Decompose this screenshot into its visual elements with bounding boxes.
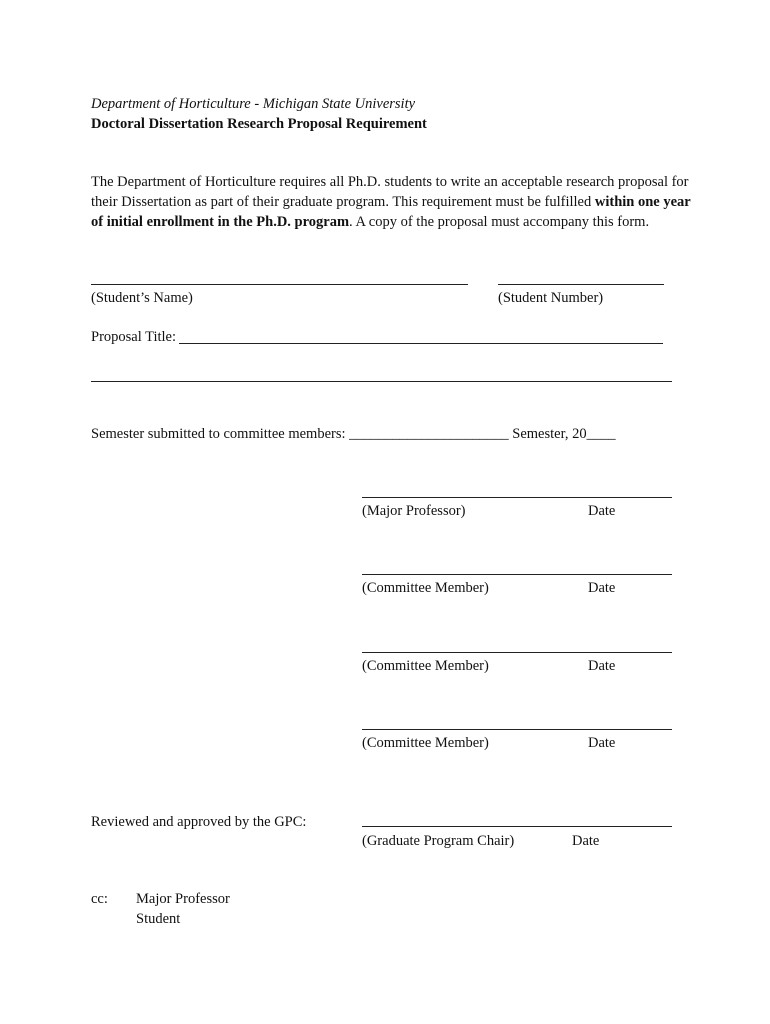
- proposal-title-line-2[interactable]: [91, 381, 672, 382]
- form-title: Doctoral Dissertation Research Proposal Requirement: [91, 116, 427, 132]
- cc-label: cc:: [91, 891, 108, 907]
- gpc-approval-label: Reviewed and approved by the GPC:: [91, 814, 307, 830]
- semester-blank[interactable]: ______________________: [349, 426, 509, 442]
- gpc-chair-date-label: Date: [572, 833, 600, 849]
- semester-label: Semester submitted to committee members:: [91, 426, 346, 442]
- gpc-chair-label: (Graduate Program Chair): [362, 833, 515, 849]
- semester-suffix: Semester, 20____: [512, 426, 616, 442]
- intro-line-3: . A copy of the proposal must accompany this form.: [349, 214, 650, 230]
- intro-line-1: The Department of Horticulture requires all Ph.D. students to write an acceptable research proposal for: [91, 174, 689, 190]
- intro-line-2: their Dissertation as part of their graduate program. This requirement must be fulfilled: [91, 194, 595, 210]
- cc-recipient-major-professor: Major Professor: [136, 891, 230, 907]
- student-number-label: (Student Number): [498, 290, 604, 306]
- committee-member-3-label: (Committee Member): [362, 735, 489, 751]
- major-professor-signature-line[interactable]: [362, 497, 672, 498]
- committee-member-1-date-label: Date: [588, 580, 616, 596]
- intro-emphasis-2: of initial enrollment in the Ph.D. program: [91, 214, 350, 230]
- student-number-line[interactable]: [498, 284, 664, 285]
- committee-member-3-signature-line[interactable]: [362, 729, 672, 730]
- student-name-line[interactable]: [91, 284, 468, 285]
- intro-paragraph: [91, 172, 691, 232]
- gpc-chair-signature-line[interactable]: [362, 826, 672, 827]
- committee-member-3-date-label: Date: [588, 735, 616, 751]
- semester-row: [91, 425, 616, 443]
- committee-member-1-label: (Committee Member): [362, 580, 489, 596]
- committee-member-2-signature-line[interactable]: [362, 652, 672, 653]
- major-professor-label: (Major Professor): [362, 503, 466, 519]
- major-professor-date-label: Date: [588, 503, 616, 519]
- student-name-label: (Student’s Name): [91, 290, 193, 306]
- proposal-title-line[interactable]: [179, 343, 663, 344]
- committee-member-1-signature-line[interactable]: [362, 574, 672, 575]
- committee-member-2-label: (Committee Member): [362, 658, 489, 674]
- intro-emphasis-1: within one year: [594, 194, 691, 210]
- cc-recipient-student: Student: [136, 911, 181, 927]
- committee-member-2-date-label: Date: [588, 658, 616, 674]
- proposal-title-label: Proposal Title:: [91, 329, 177, 345]
- department-heading: Department of Horticulture - Michigan State University: [91, 96, 416, 112]
